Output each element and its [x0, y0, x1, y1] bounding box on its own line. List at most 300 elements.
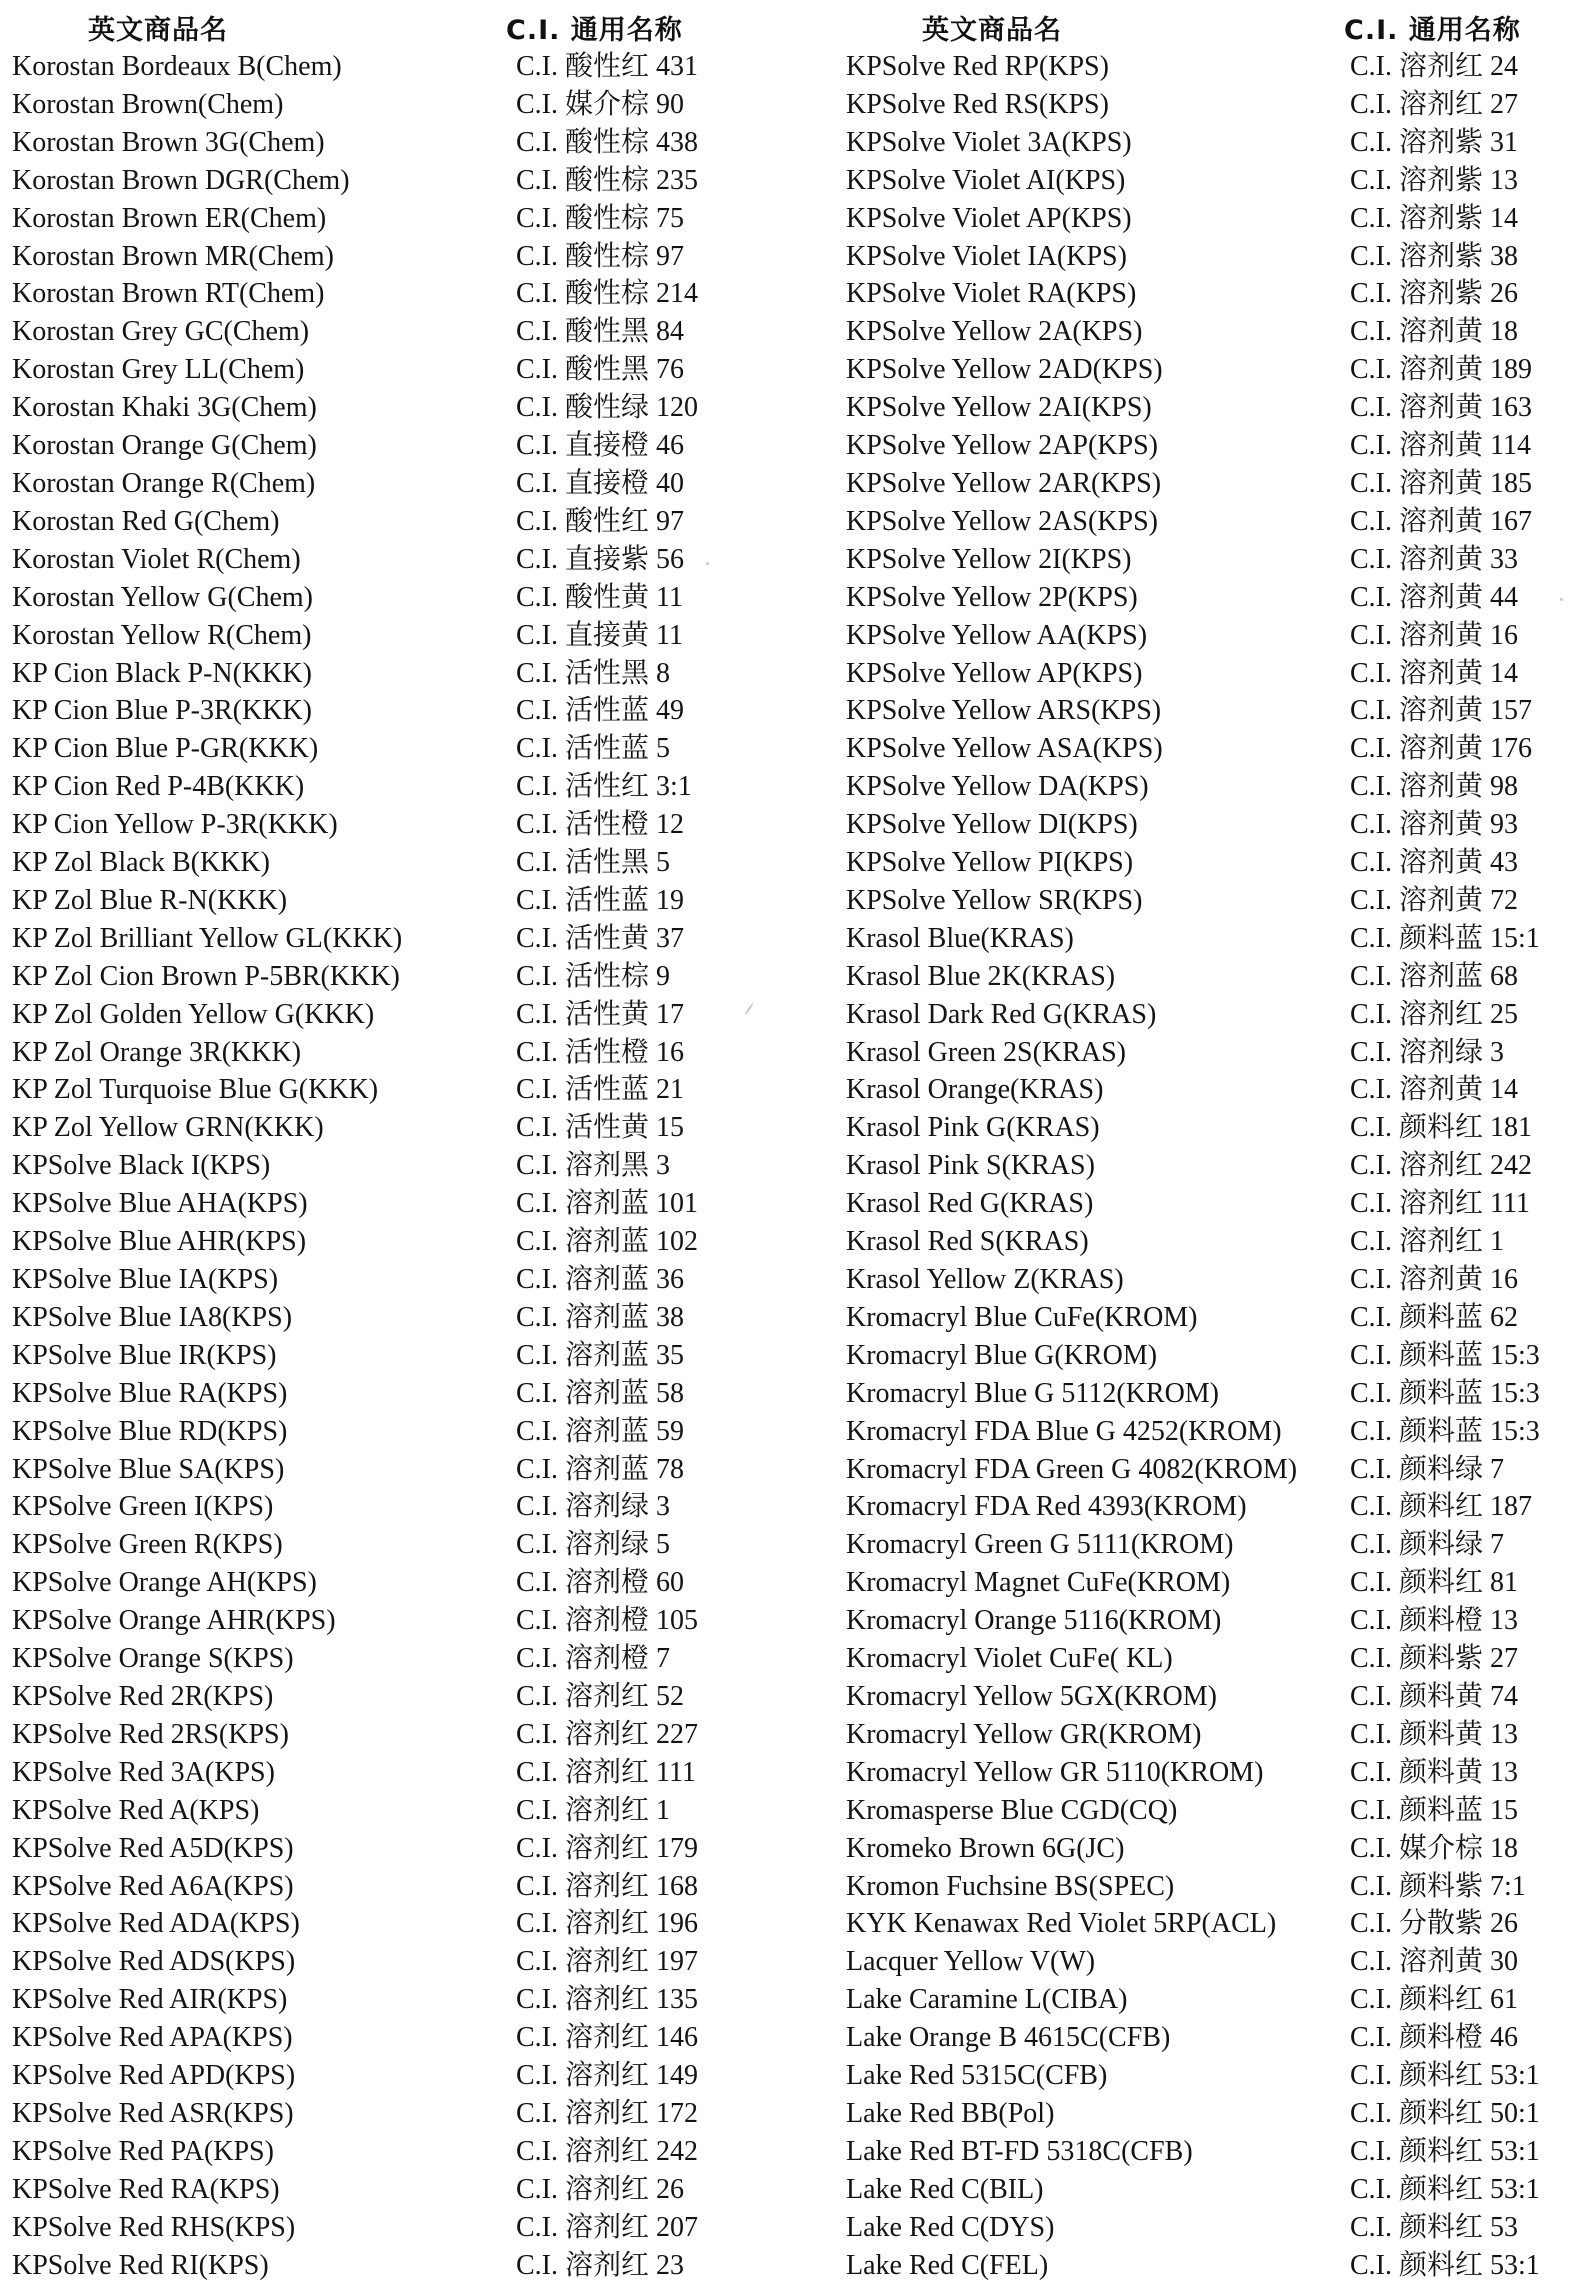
- ci-name-cell: C.I. 溶剂绿 5: [516, 1529, 671, 1561]
- ci-name-cell: C.I. 酸性绿 120: [516, 392, 699, 424]
- table-row: [846, 2247, 1576, 2285]
- table-row: [846, 1640, 1576, 1678]
- table-row: [846, 692, 1576, 730]
- table-row: [12, 2095, 772, 2133]
- table-row: [846, 1034, 1576, 1072]
- table-row: [846, 1185, 1576, 1223]
- ci-name-cell: C.I. 溶剂黄 189: [1350, 354, 1533, 386]
- table-row: [846, 1792, 1576, 1830]
- left-ci-header: C.I. 通用名称: [506, 15, 683, 46]
- trade-name-cell: KPSolve Yellow AA(KPS): [846, 619, 1148, 651]
- table-row: [12, 1109, 772, 1147]
- trade-name-cell: Korostan Grey LL(Chem): [12, 354, 305, 386]
- ci-name-cell: C.I. 颜料蓝 15:3: [1350, 1377, 1540, 1409]
- ci-name-cell: C.I. 颜料橙 46: [1350, 2022, 1519, 2054]
- ci-name-cell: C.I. 溶剂黄 72: [1350, 884, 1519, 916]
- table-row: [846, 1981, 1576, 2019]
- table-row: [846, 1716, 1576, 1754]
- trade-name-cell: Korostan Brown MR(Chem): [12, 240, 334, 272]
- table-row: [12, 2209, 772, 2247]
- table-row: [12, 1868, 772, 1906]
- ci-name-cell: C.I. 溶剂绿 3: [1350, 1036, 1505, 1068]
- trade-name-cell: Kromon Fuchsine BS(SPEC): [846, 1870, 1175, 1902]
- table-row: [12, 313, 772, 351]
- table-row: [846, 86, 1576, 124]
- trade-name-cell: KPSolve Violet 3A(KPS): [846, 126, 1132, 158]
- ci-name-cell: C.I. 颜料蓝 15:3: [1350, 1415, 1540, 1447]
- trade-name-cell: KPSolve Red RHS(KPS): [12, 2211, 296, 2243]
- table-row: [12, 768, 772, 806]
- trade-name-cell: KP Zol Black B(KKK): [12, 847, 270, 879]
- ci-name-cell: C.I. 酸性黑 76: [516, 354, 685, 386]
- table-row: [12, 1943, 772, 1981]
- ci-name-cell: C.I. 溶剂黄 43: [1350, 847, 1519, 879]
- trade-name-cell: Korostan Red G(Chem): [12, 505, 280, 537]
- trade-name-cell: Lake Red BB(Pol): [846, 2097, 1055, 2129]
- ci-name-cell: C.I. 活性黄 15: [516, 1112, 685, 1144]
- ci-name-cell: C.I. 颜料红 53:1: [1350, 2173, 1540, 2205]
- trade-name-cell: KPSolve Yellow AP(KPS): [846, 657, 1143, 689]
- table-row: [12, 2133, 772, 2171]
- ci-name-cell: C.I. 溶剂蓝 58: [516, 1377, 685, 1409]
- ci-name-cell: C.I. 溶剂黄 33: [1350, 543, 1519, 575]
- table-row: [12, 1830, 772, 1868]
- table-row: [12, 541, 772, 579]
- ci-name-cell: C.I. 溶剂黄 114: [1350, 430, 1531, 462]
- right-ci-header: C.I. 通用名称: [1344, 15, 1521, 46]
- ci-name-cell: C.I. 活性棕 9: [516, 960, 671, 992]
- trade-name-cell: KPSolve Yellow PI(KPS): [846, 847, 1134, 879]
- trade-name-cell: Korostan Grey GC(Chem): [12, 316, 310, 348]
- trade-name-cell: KPSolve Yellow 2A(KPS): [846, 316, 1143, 348]
- table-row: [12, 844, 772, 882]
- trade-name-cell: Lake Caramine L(CIBA): [846, 1984, 1128, 2016]
- ci-name-cell: C.I. 颜料绿 7: [1350, 1453, 1505, 1485]
- ci-name-cell: C.I. 溶剂黄 16: [1350, 619, 1519, 651]
- trade-name-cell: KPSolve Red APA(KPS): [12, 2022, 293, 2054]
- trade-name-cell: KP Zol Blue R-N(KKK): [12, 884, 288, 916]
- trade-name-cell: KP Zol Orange 3R(KKK): [12, 1036, 302, 1068]
- trade-name-cell: Kromacryl Orange 5116(KROM): [846, 1605, 1222, 1637]
- trade-name-cell: KP Zol Golden Yellow G(KKK): [12, 998, 375, 1030]
- table-row: [846, 427, 1576, 465]
- trade-name-cell: Lake Orange B 4615C(CFB): [846, 2022, 1171, 2054]
- ci-name-cell: C.I. 活性黑 5: [516, 847, 671, 879]
- trade-name-cell: Kromacryl Yellow GR(KROM): [846, 1718, 1202, 1750]
- trade-name-cell: KP Cion Black P-N(KKK): [12, 657, 312, 689]
- table-row: [846, 313, 1576, 351]
- trade-name-cell: KPSolve Red RP(KPS): [846, 51, 1109, 82]
- ci-name-cell: C.I. 酸性黑 84: [516, 316, 685, 348]
- right-column-table: [846, 48, 1576, 2284]
- trade-name-cell: KPSolve Red A(KPS): [12, 1794, 260, 1826]
- ci-name-cell: C.I. 溶剂蓝 59: [516, 1415, 685, 1447]
- ci-name-cell: C.I. 颜料蓝 15:3: [1350, 1339, 1540, 1371]
- left-name-header: 英文商品名: [88, 15, 228, 46]
- trade-name-cell: Kromeko Brown 6G(JC): [846, 1832, 1125, 1864]
- trade-name-cell: KPSolve Blue SA(KPS): [12, 1453, 285, 1485]
- trade-name-cell: Korostan Brown DGR(Chem): [12, 164, 350, 196]
- table-row: [846, 1147, 1576, 1185]
- trade-name-cell: Korostan Brown ER(Chem): [12, 202, 327, 234]
- right-name-header: 英文商品名: [922, 15, 1062, 46]
- trade-name-cell: KP Cion Red P-4B(KKK): [12, 771, 305, 803]
- trade-name-cell: KPSolve Black I(KPS): [12, 1150, 271, 1182]
- ci-name-cell: C.I. 溶剂黄 98: [1350, 771, 1519, 803]
- table-row: [846, 1413, 1576, 1451]
- trade-name-cell: KP Zol Turquoise Blue G(KKK): [12, 1074, 379, 1106]
- ci-name-cell: C.I. 直接橙 40: [516, 467, 685, 499]
- ci-name-cell: C.I. 颜料蓝 15: [1350, 1794, 1519, 1826]
- ci-name-cell: C.I. 溶剂红 146: [516, 2022, 699, 2054]
- table-row: [846, 503, 1576, 541]
- ci-name-cell: C.I. 活性黄 37: [516, 922, 685, 954]
- table-row: [12, 1071, 772, 1109]
- table-row: [12, 806, 772, 844]
- trade-name-cell: KPSolve Orange AHR(KPS): [12, 1605, 336, 1637]
- table-row: [12, 351, 772, 389]
- ci-name-cell: C.I. 溶剂黄 167: [1350, 505, 1533, 537]
- ci-name-cell: C.I. 颜料红 81: [1350, 1567, 1519, 1599]
- ci-name-cell: C.I. 媒介棕 90: [516, 88, 685, 120]
- ci-name-cell: C.I. 颜料红 53:1: [1350, 2060, 1540, 2092]
- trade-name-cell: Lake Red C(FEL): [846, 2249, 1049, 2281]
- trade-name-cell: KPSolve Yellow ASA(KPS): [846, 733, 1163, 765]
- trade-name-cell: KP Cion Blue P-3R(KKK): [12, 695, 312, 727]
- ci-name-cell: C.I. 溶剂红 26: [516, 2173, 685, 2205]
- ci-name-cell: C.I. 酸性棕 214: [516, 278, 699, 310]
- trade-name-cell: Krasol Dark Red G(KRAS): [846, 998, 1157, 1030]
- trade-name-cell: Krasol Red G(KRAS): [846, 1188, 1094, 1220]
- ci-name-cell: C.I. 溶剂橙 60: [516, 1567, 685, 1599]
- trade-name-cell: Kromacryl Green G 5111(KROM): [846, 1529, 1234, 1561]
- ci-name-cell: C.I. 溶剂黄 176: [1350, 733, 1533, 765]
- trade-name-cell: KPSolve Red RI(KPS): [12, 2249, 269, 2281]
- trade-name-cell: KPSolve Orange AH(KPS): [12, 1567, 317, 1599]
- trade-name-cell: KPSolve Green R(KPS): [12, 1529, 283, 1561]
- ci-name-cell: C.I. 溶剂红 27: [1350, 88, 1519, 120]
- trade-name-cell: Kromacryl Yellow 5GX(KROM): [846, 1680, 1217, 1712]
- trade-name-cell: KPSolve Red APD(KPS): [12, 2060, 296, 2092]
- ci-name-cell: C.I. 酸性棕 438: [516, 126, 699, 158]
- ci-name-cell: C.I. 溶剂黄 14: [1350, 657, 1519, 689]
- table-row: [12, 48, 772, 86]
- trade-name-cell: KPSolve Violet AP(KPS): [846, 202, 1132, 234]
- ci-name-cell: C.I. 溶剂蓝 36: [516, 1264, 685, 1295]
- trade-name-cell: Korostan Violet R(Chem): [12, 543, 301, 575]
- trade-name-cell: Korostan Brown RT(Chem): [12, 278, 325, 310]
- table-row: [12, 1223, 772, 1261]
- trade-name-cell: Kromacryl FDA Red 4393(KROM): [846, 1491, 1247, 1523]
- table-row: [846, 996, 1576, 1034]
- table-row: [12, 124, 772, 162]
- trade-name-cell: Krasol Pink G(KRAS): [846, 1112, 1100, 1144]
- table-row: [12, 1640, 772, 1678]
- ci-name-cell: C.I. 溶剂橙 105: [516, 1605, 699, 1637]
- table-row: [846, 806, 1576, 844]
- ci-name-cell: C.I. 溶剂紫 13: [1350, 164, 1519, 196]
- ci-name-cell: C.I. 活性橙 12: [516, 809, 685, 841]
- trade-name-cell: KPSolve Yellow 2AR(KPS): [846, 467, 1162, 499]
- table-row: [12, 200, 772, 238]
- table-row: [846, 2095, 1576, 2133]
- table-row: [846, 48, 1576, 86]
- table-row: [846, 1261, 1576, 1299]
- table-row: [12, 1602, 772, 1640]
- trade-name-cell: KPSolve Red 3A(KPS): [12, 1756, 275, 1788]
- table-row: [846, 2019, 1576, 2057]
- trade-name-cell: Korostan Brown 3G(Chem): [12, 126, 325, 158]
- table-row: [12, 162, 772, 200]
- trade-name-cell: Korostan Orange G(Chem): [12, 430, 317, 462]
- table-row: [12, 1337, 772, 1375]
- trade-name-cell: Krasol Green 2S(KRAS): [846, 1036, 1126, 1068]
- scan-speck: [1560, 598, 1563, 601]
- table-row: [846, 1754, 1576, 1792]
- table-row: [12, 238, 772, 276]
- trade-name-cell: Kromacryl Violet CuFe( KL): [846, 1643, 1173, 1675]
- trade-name-cell: KPSolve Blue AHR(KPS): [12, 1226, 307, 1258]
- table-row: [846, 465, 1576, 503]
- ci-name-cell: C.I. 溶剂黄 30: [1350, 1946, 1519, 1978]
- trade-name-cell: KPSolve Yellow DA(KPS): [846, 771, 1149, 803]
- trade-name-cell: KPSolve Yellow DI(KPS): [846, 809, 1138, 841]
- table-row: [12, 1564, 772, 1602]
- trade-name-cell: KPSolve Yellow 2AI(KPS): [846, 392, 1152, 424]
- ci-name-cell: C.I. 溶剂红 149: [516, 2060, 699, 2092]
- ci-name-cell: C.I. 颜料黄 13: [1350, 1756, 1519, 1788]
- table-row: [12, 427, 772, 465]
- table-row: [846, 1299, 1576, 1337]
- ci-name-cell: C.I. 颜料蓝 15:1: [1350, 922, 1540, 954]
- table-row: [846, 389, 1576, 427]
- ci-name-cell: C.I. 溶剂红 242: [516, 2135, 699, 2167]
- table-row: [12, 2019, 772, 2057]
- trade-name-cell: Krasol Orange(KRAS): [846, 1074, 1104, 1106]
- trade-name-cell: Krasol Blue 2K(KRAS): [846, 960, 1116, 992]
- ci-name-cell: C.I. 溶剂红 168: [516, 1870, 699, 1902]
- table-row: [846, 1375, 1576, 1413]
- trade-name-cell: Krasol Pink S(KRAS): [846, 1150, 1095, 1182]
- ci-name-cell: C.I. 颜料红 53:1: [1350, 2249, 1540, 2281]
- trade-name-cell: KPSolve Red RS(KPS): [846, 88, 1109, 120]
- table-row: [12, 1716, 772, 1754]
- table-row: [846, 2133, 1576, 2171]
- ci-name-cell: C.I. 颜料红 187: [1350, 1491, 1533, 1523]
- ci-name-cell: C.I. 溶剂红 196: [516, 1908, 699, 1940]
- trade-name-cell: KPSolve Yellow 2P(KPS): [846, 581, 1138, 613]
- trade-name-cell: Krasol Red S(KRAS): [846, 1226, 1089, 1258]
- table-row: [12, 86, 772, 124]
- scan-speck: [706, 562, 709, 565]
- ci-name-cell: C.I. 溶剂红 197: [516, 1946, 699, 1978]
- trade-name-cell: KP Zol Brilliant Yellow GL(KKK): [12, 922, 403, 954]
- trade-name-cell: KPSolve Red ASR(KPS): [12, 2097, 294, 2129]
- ci-name-cell: C.I. 颜料橙 13: [1350, 1605, 1519, 1637]
- trade-name-cell: KPSolve Red AIR(KPS): [12, 1984, 288, 2016]
- trade-name-cell: Krasol Yellow Z(KRAS): [846, 1264, 1124, 1295]
- table-row: [846, 351, 1576, 389]
- trade-name-cell: KPSolve Red 2R(KPS): [12, 1680, 274, 1712]
- ci-name-cell: C.I. 溶剂蓝 68: [1350, 960, 1519, 992]
- table-row: [12, 1261, 772, 1299]
- ci-name-cell: C.I. 溶剂红 1: [516, 1794, 671, 1826]
- ci-name-cell: C.I. 颜料红 181: [1350, 1112, 1533, 1144]
- ci-name-cell: C.I. 酸性棕 97: [516, 240, 685, 272]
- table-row: [12, 465, 772, 503]
- trade-name-cell: Korostan Yellow R(Chem): [12, 619, 312, 651]
- ci-name-cell: C.I. 溶剂红 242: [1350, 1150, 1533, 1182]
- ci-name-cell: C.I. 分散紫 26: [1350, 1908, 1519, 1940]
- trade-name-cell: KYK Kenawax Red Violet 5RP(ACL): [846, 1908, 1277, 1940]
- ci-name-cell: C.I. 溶剂红 52: [516, 1680, 685, 1712]
- table-row: [846, 1943, 1576, 1981]
- table-row: [12, 617, 772, 655]
- table-row: [12, 1147, 772, 1185]
- ci-name-cell: C.I. 颜料红 61: [1350, 1984, 1519, 2016]
- table-row: [12, 1185, 772, 1223]
- trade-name-cell: KPSolve Yellow ARS(KPS): [846, 695, 1162, 727]
- trade-name-cell: Lake Red C(DYS): [846, 2211, 1055, 2243]
- table-row: [846, 730, 1576, 768]
- table-row: [12, 1678, 772, 1716]
- ci-name-cell: C.I. 溶剂紫 31: [1350, 126, 1519, 158]
- ci-name-cell: C.I. 溶剂蓝 38: [516, 1301, 685, 1333]
- ci-name-cell: C.I. 溶剂黄 14: [1350, 1074, 1519, 1106]
- ci-name-cell: C.I. 酸性黄 11: [516, 581, 683, 613]
- ci-name-cell: C.I. 颜料红 53: [1350, 2211, 1519, 2243]
- trade-name-cell: Kromacryl FDA Green G 4082(KROM): [846, 1453, 1298, 1485]
- ci-name-cell: C.I. 溶剂红 172: [516, 2097, 699, 2129]
- table-row: [846, 1830, 1576, 1868]
- trade-name-cell: KPSolve Violet AI(KPS): [846, 164, 1126, 196]
- table-row: [12, 730, 772, 768]
- trade-name-cell: KPSolve Red ADA(KPS): [12, 1908, 300, 1940]
- ci-name-cell: C.I. 颜料紫 27: [1350, 1643, 1519, 1675]
- table-row: [846, 768, 1576, 806]
- ci-name-cell: C.I. 溶剂红 1: [1350, 1226, 1505, 1258]
- trade-name-cell: KPSolve Red A6A(KPS): [12, 1870, 294, 1902]
- table-row: [846, 1602, 1576, 1640]
- ci-name-cell: C.I. 溶剂黄 185: [1350, 467, 1533, 499]
- ci-name-cell: C.I. 溶剂黄 163: [1350, 392, 1533, 424]
- ci-name-cell: C.I. 溶剂红 24: [1350, 51, 1519, 82]
- trade-name-cell: KPSolve Blue IR(KPS): [12, 1339, 277, 1371]
- trade-name-cell: KPSolve Violet IA(KPS): [846, 240, 1127, 272]
- table-row: [12, 1905, 772, 1943]
- table-row: [846, 579, 1576, 617]
- ci-name-cell: C.I. 直接橙 46: [516, 430, 685, 462]
- trade-name-cell: KPSolve Blue IA8(KPS): [12, 1301, 293, 1333]
- ci-name-cell: C.I. 活性蓝 5: [516, 733, 671, 765]
- table-row: [12, 1488, 772, 1526]
- table-row: [12, 1451, 772, 1489]
- table-row: [12, 1375, 772, 1413]
- ci-name-cell: C.I. 活性蓝 21: [516, 1074, 685, 1106]
- ci-name-cell: C.I. 活性黄 17: [516, 998, 685, 1030]
- trade-name-cell: KPSolve Blue IA(KPS): [12, 1264, 279, 1295]
- table-row: [846, 882, 1576, 920]
- ci-name-cell: C.I. 颜料黄 13: [1350, 1718, 1519, 1750]
- table-row: [12, 579, 772, 617]
- table-row: [846, 920, 1576, 958]
- ci-name-cell: C.I. 溶剂红 207: [516, 2211, 699, 2243]
- table-row: [846, 2171, 1576, 2209]
- trade-name-cell: Kromacryl Blue CuFe(KROM): [846, 1301, 1198, 1333]
- trade-name-cell: Kromacryl Blue G(KROM): [846, 1339, 1158, 1371]
- table-row: [12, 2171, 772, 2209]
- trade-name-cell: KPSolve Red ADS(KPS): [12, 1946, 296, 1978]
- table-row: [846, 275, 1576, 313]
- trade-name-cell: Korostan Brown(Chem): [12, 88, 284, 120]
- trade-name-cell: Kromasperse Blue CGD(CQ): [846, 1794, 1178, 1826]
- table-row: [846, 1223, 1576, 1261]
- table-row: [846, 1337, 1576, 1375]
- ci-name-cell: C.I. 溶剂红 111: [1350, 1188, 1530, 1220]
- table-row: [846, 655, 1576, 693]
- table-row: [846, 541, 1576, 579]
- ci-name-cell: C.I. 溶剂蓝 102: [516, 1226, 699, 1258]
- ci-name-cell: C.I. 溶剂蓝 78: [516, 1453, 685, 1485]
- ci-name-cell: C.I. 溶剂紫 38: [1350, 240, 1519, 272]
- table-row: [846, 1071, 1576, 1109]
- table-row: [12, 655, 772, 693]
- ci-name-cell: C.I. 媒介棕 18: [1350, 1832, 1519, 1864]
- trade-name-cell: Kromacryl Magnet CuFe(KROM): [846, 1567, 1231, 1599]
- trade-name-cell: Lake Red 5315C(CFB): [846, 2060, 1108, 2092]
- table-row: [12, 692, 772, 730]
- table-row: [846, 200, 1576, 238]
- ci-name-cell: C.I. 溶剂黄 157: [1350, 695, 1533, 727]
- trade-name-cell: KPSolve Red RA(KPS): [12, 2173, 280, 2205]
- trade-name-cell: Lacquer Yellow V(W): [846, 1946, 1096, 1978]
- ci-name-cell: C.I. 颜料紫 7:1: [1350, 1870, 1526, 1902]
- ci-name-cell: C.I. 溶剂黑 3: [516, 1150, 671, 1182]
- ci-name-cell: C.I. 活性蓝 49: [516, 695, 685, 727]
- ci-name-cell: C.I. 活性橙 16: [516, 1036, 685, 1068]
- ci-name-cell: C.I. 活性红 3:1: [516, 771, 692, 803]
- ci-name-cell: C.I. 溶剂红 227: [516, 1718, 699, 1750]
- table-row: [12, 1413, 772, 1451]
- trade-name-cell: Kromacryl Blue G 5112(KROM): [846, 1377, 1220, 1409]
- trade-name-cell: Lake Red C(BIL): [846, 2173, 1044, 2205]
- table-row: [846, 162, 1576, 200]
- trade-name-cell: KP Cion Yellow P-3R(KKK): [12, 809, 338, 841]
- trade-name-cell: KPSolve Red A5D(KPS): [12, 1832, 294, 1864]
- table-row: [846, 1526, 1576, 1564]
- trade-name-cell: Kromacryl Yellow GR 5110(KROM): [846, 1756, 1264, 1788]
- table-row: [12, 1981, 772, 2019]
- ci-name-cell: C.I. 溶剂红 25: [1350, 998, 1519, 1030]
- table-row: [12, 1754, 772, 1792]
- table-row: [846, 2209, 1576, 2247]
- trade-name-cell: KP Cion Blue P-GR(KKK): [12, 733, 319, 765]
- ci-name-cell: C.I. 直接黄 11: [516, 619, 683, 651]
- trade-name-cell: KPSolve Yellow 2AP(KPS): [846, 430, 1158, 462]
- ci-name-cell: C.I. 直接紫 56: [516, 543, 685, 575]
- table-row: [12, 389, 772, 427]
- ci-name-cell: C.I. 溶剂红 111: [516, 1756, 696, 1788]
- trade-name-cell: KP Zol Cion Brown P-5BR(KKK): [12, 960, 400, 992]
- trade-name-cell: KPSolve Yellow 2I(KPS): [846, 543, 1132, 575]
- trade-name-cell: Korostan Orange R(Chem): [12, 467, 316, 499]
- trade-name-cell: Lake Red BT-FD 5318C(CFB): [846, 2135, 1193, 2167]
- ci-name-cell: C.I. 溶剂红 135: [516, 1984, 699, 2016]
- ci-name-cell: C.I. 颜料蓝 62: [1350, 1301, 1519, 1333]
- ci-name-cell: C.I. 颜料红 53:1: [1350, 2135, 1540, 2167]
- ci-name-cell: C.I. 溶剂紫 26: [1350, 278, 1519, 310]
- table-row: [12, 275, 772, 313]
